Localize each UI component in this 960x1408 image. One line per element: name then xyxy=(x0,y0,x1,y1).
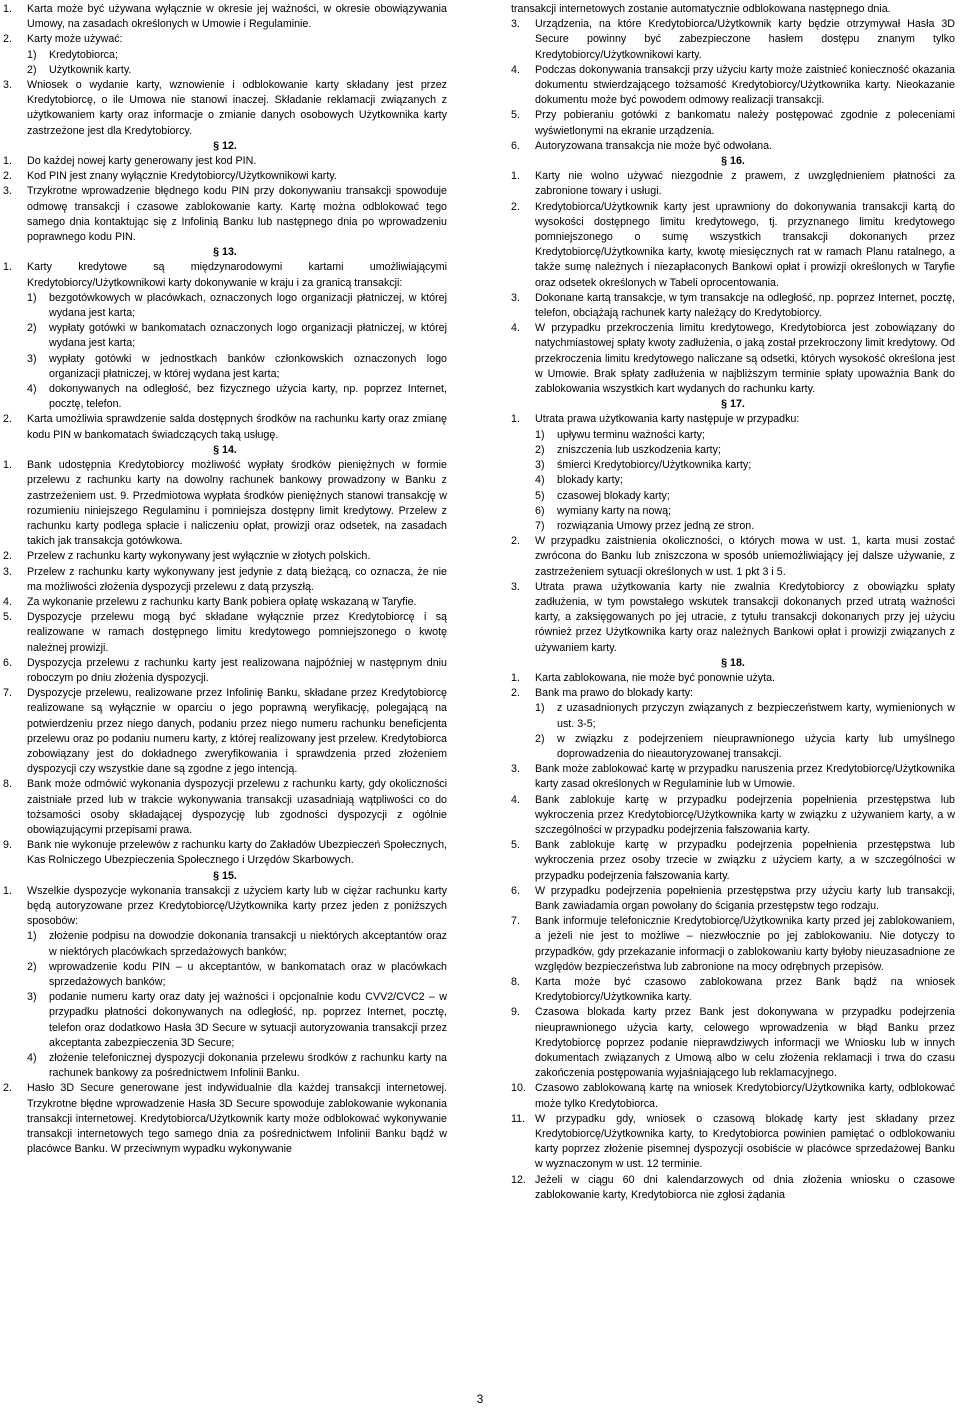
item-number: 11. xyxy=(511,1112,526,1125)
numbered-paragraph xyxy=(511,671,955,686)
item-text: Dyspozycje przelewu mogą być składane wyłącznie przez Kredytobiorcę i są realizowane w ramach dostępnego limitu kredytowego pomniejszonego o kwotę należnej prowizji. xyxy=(27,611,447,654)
item-text: Utrata prawa użytkowania karty nie zwalnia Kredytobiorcy z obowiązku spłaty zadłużenia, w tym powstałego wskutek transakcji dokonanych przed utratą ważności karty, a zaksięgowanych po jej utracie, z tytułu transakcji dokonanych przy jej użyciu również przez Użytkownika karty oraz należnych Bankowi opłat i prowizji związanych z używaniem karty. xyxy=(535,580,955,654)
numbered-paragraph xyxy=(3,260,447,290)
item-text: Bank może odmówić wykonania dyspozycji przelewu z rachunku karty, gdy okoliczności zaistniałe przed lub w trakcie wykonywania transakcji uzasadniają wątpliwości co do tożsamości osoby składającej dyspozycję lub zgodności dyspozycji z ogólnie obowiązującymi przepisami prawa. xyxy=(27,778,447,836)
list-subitem xyxy=(511,701,955,731)
numbered-paragraph xyxy=(3,777,447,838)
item-text: z uzasadnionych przyczyn związanych z bezpieczeństwem karty, wymienionych w ust. 3-5; xyxy=(557,702,955,730)
numbered-paragraph xyxy=(3,565,447,595)
item-text: podanie numeru karty oraz daty jej ważności i opcjonalnie kodu CVV2/CVC2 – w przypadku płatności dokonywanych na odległość, np. poprzez Internet, pocztę, telefon oraz dodatkowo Hasła 3D Secure w sytuacji autoryzowania transakcji przez akceptanta zabezpieczenia 3D Secure; xyxy=(49,991,447,1049)
item-text: czasowej blokady karty; xyxy=(557,489,670,502)
item-text: Dokonane kartą transakcje, w tym transakcje na odległość, np. poprzez Internet, pocztę, telefon, obciążają rachunek karty należący do Kredytobiorcy. xyxy=(535,291,955,320)
item-text: Karta umożliwia sprawdzenie salda dostępnych środków na rachunku karty oraz zmianę kodu PIN w bankomatach świadczących taką usługę. xyxy=(27,413,447,441)
item-number: 6. xyxy=(3,656,12,669)
item-text: W przypadku gdy, wniosek o czasową blokadę karty jest składany przez Kredytobiorcę/Użytkownika karty, to Kredytobiorca powinien pamiętać o odblokowaniu karty poprzez złożenie pisemnej dyspozycji osobiście w placówce sprzedażowej Banku w wyznaczonym w ust. 12 terminie. xyxy=(535,1112,955,1171)
item-number: 12. xyxy=(511,1173,526,1186)
numbered-paragraph xyxy=(511,762,955,792)
item-text: Bank ma prawo do blokady karty: xyxy=(535,687,694,700)
item-number: 4. xyxy=(511,322,520,335)
item-number: 7. xyxy=(3,687,12,700)
list-subitem xyxy=(3,352,447,382)
item-number: 8. xyxy=(511,976,520,988)
numbered-paragraph xyxy=(3,458,447,549)
numbered-paragraph xyxy=(511,17,955,63)
item-text: Karta zablokowana, nie może być ponownie użyta. xyxy=(535,671,776,684)
item-number: 6) xyxy=(535,504,545,517)
item-text: dokonywanych na odległość, bez fizycznego użycia karty, np. poprzez Internet, pocztę, telefon. xyxy=(49,383,447,411)
item-number: 3. xyxy=(511,291,520,304)
item-text: złożenie podpisu na dowodzie dokonania transakcji u niektórych akceptantów oraz w niektórych placówkach sprzedażowych banków; xyxy=(49,930,447,958)
numbered-paragraph xyxy=(511,139,955,154)
numbered-paragraph xyxy=(3,1081,447,1157)
list-subitem xyxy=(3,291,447,321)
item-number: 6. xyxy=(511,884,520,897)
numbered-paragraph xyxy=(511,200,955,291)
item-text: Bank udostępnia Kredytobiorcy możliwość wypłaty środków pieniężnych w formie przelewu z rachunku karty na dowolny rachunek bankowy prowadzony w Banku z zastrzeżeniem ust. 9. Przedmiotowa wypłata środków pieniężnych stanowi transakcję w rozumieniu niniejszego Regulaminu i pomniejsza dostępny limit kredytowy. Przelew z rachunku karty podlega spłacie i naliczeniu opłat, prowizji oraz odsetek, na zasadach takich jak transakcja gotówkowa. xyxy=(27,459,447,548)
item-number: 4. xyxy=(511,793,520,806)
item-number: 3. xyxy=(511,763,520,776)
item-text: bezgotówkowych w placówkach, oznaczonych logo organizacji płatniczej, w której wydana jest karta; xyxy=(49,291,447,320)
item-text: Przelew z rachunku karty wykonywany jest wyłącznie w złotych polskich. xyxy=(27,550,371,563)
item-number: 3. xyxy=(3,185,12,198)
list-subitem xyxy=(511,489,955,504)
numbered-paragraph xyxy=(511,1173,955,1203)
item-number: 1) xyxy=(27,48,37,61)
item-number: 1. xyxy=(3,261,12,274)
numbered-paragraph xyxy=(511,838,955,884)
numbered-paragraph xyxy=(3,78,447,139)
item-text: zniszczenia lub uszkodzenia karty; xyxy=(557,443,721,456)
list-subitem xyxy=(3,929,447,959)
right-column xyxy=(511,2,955,1203)
list-subitem xyxy=(3,321,447,351)
item-text: Podczas dokonywania transakcji przy użyciu karty może zaistnieć konieczność okazania dokumentu stwierdzającego tożsamość Kredytobiorcy/Użytkownika karty. Nieokazanie dokumentu może być powodem odmowy realizacji transakcji. xyxy=(535,63,955,107)
item-number: 2) xyxy=(27,322,37,335)
item-text: W przypadku podejrzenia popełnienia przestępstwa przy użyciu karty lub transakcji, Bank zawiadamia organ powołany do ścigania przestępstw tego rodzaju. xyxy=(535,884,955,912)
item-number: 2) xyxy=(27,63,37,76)
numbered-paragraph xyxy=(3,686,447,777)
numbered-paragraph xyxy=(511,1112,955,1173)
section-heading: § 16. xyxy=(721,155,745,168)
item-number: 4) xyxy=(27,1052,37,1065)
numbered-paragraph xyxy=(3,2,447,32)
left-column xyxy=(3,2,447,1157)
item-number: 2. xyxy=(511,687,520,700)
numbered-paragraph xyxy=(3,549,447,564)
list-subitem xyxy=(511,458,955,473)
page-number: 3 xyxy=(476,1392,484,1406)
list-subitem xyxy=(511,519,955,534)
numbered-paragraph xyxy=(3,884,447,930)
item-number: 2. xyxy=(511,535,520,548)
list-subitem xyxy=(3,960,447,990)
item-number: 5. xyxy=(511,839,520,852)
item-text: wprowadzenie kodu PIN – u akceptantów, w bankomatach oraz w placówkach sprzedażowych banków; xyxy=(49,960,447,988)
item-text: złożenie telefonicznej dyspozycji dokonania przelewu środków z rachunku karty na rachunek bankowy za pośrednictwem Infolinii Banku. xyxy=(49,1052,447,1080)
numbered-paragraph xyxy=(3,610,447,656)
item-text: Karta może być używana wyłącznie w okresie jej ważności, w okresie obowiązywania Umowy, na zasadach określonych w Umowie i Regulaminie. xyxy=(27,3,447,31)
item-number: 2) xyxy=(535,732,545,745)
numbered-paragraph xyxy=(511,291,955,321)
list-subitem xyxy=(511,443,955,458)
item-text: Dyspozycja przelewu z rachunku karty jest realizowana najpóźniej w następnym dniu roboczym po dniu złożenia dyspozycji. xyxy=(27,656,447,684)
section-heading: § 15. xyxy=(213,869,237,882)
section-heading: § 17. xyxy=(721,398,745,411)
item-text: Dyspozycje przelewu, realizowane przez Infolinię Banku, składane przez Kredytobiorcę realizowane są wyłącznie w oparciu o jego poprawną weryfikację, polegającą na potwierdzeniu przez niego danych, podaniu przez niego numeru rachunku beneficjenta przelewu oraz po podaniu numeru karty, z której realizowany jest przelew. Kredytobiorca zobowiązany jest do dokładnego zweryfikowania i sprawdzenia przed złożeniem dyspozycji czy wszystkie dane są zgodne z jego intencją. xyxy=(27,687,447,776)
item-text: wymiany karty na nową; xyxy=(557,504,672,517)
numbered-paragraph xyxy=(511,534,955,580)
item-text: wypłaty gotówki w jednostkach banków członkowskich oznaczonych logo organizacji płatniczej, w której wydana jest karta; xyxy=(49,352,447,380)
item-text: Do każdej nowej karty generowany jest kod PIN. xyxy=(27,155,257,168)
item-number: 4. xyxy=(511,63,520,76)
item-number: 1) xyxy=(535,428,545,441)
item-number: 4) xyxy=(535,474,545,487)
item-text: Karty może używać: xyxy=(27,33,123,46)
item-number: 7. xyxy=(511,915,520,928)
item-number: 4. xyxy=(3,595,12,608)
item-text: Karty nie wolno używać niezgodnie z prawem, z uwzględnieniem płatności za zabronione towary i usługi. xyxy=(535,170,955,198)
item-number: 2) xyxy=(535,443,545,456)
item-text: Karta może być czasowo zablokowana przez Bank bądź na wniosek Kredytobiorcy/Użytkownika karty. xyxy=(535,976,955,1004)
item-number: 2. xyxy=(3,33,12,46)
numbered-paragraph xyxy=(3,184,447,245)
section-heading: § 18. xyxy=(721,656,745,669)
numbered-paragraph xyxy=(3,169,447,184)
section-heading: § 13. xyxy=(213,246,237,259)
numbered-paragraph xyxy=(511,884,955,914)
item-text: Urządzenia, na które Kredytobiorca/Użytkownik karty będzie otrzymywał Hasła 3D Secure powinny być zabezpieczone hasłem dostępu znanym tylko Kredytobiorcy/Użytkownikowi karty. xyxy=(535,18,955,61)
numbered-paragraph xyxy=(511,975,955,1005)
item-text: Autoryzowana transakcja nie może być odwołana. xyxy=(535,139,773,152)
item-text: Kredytobiorca; xyxy=(49,48,118,61)
item-text: Bank może zablokować kartę w przypadku naruszenia przez Kredytobiorcę/Użytkownika karty zasad określonych w Regulaminie lub w Umowie. xyxy=(535,763,955,791)
item-text: Karty kredytowe są międzynarodowymi kartami umożliwiającymi Kredytobiorcy/Użytkownikowi karty dokonywanie w kraju i za granicą transakcji: xyxy=(27,261,447,289)
item-number: 3) xyxy=(27,352,37,365)
item-text: Przy pobieraniu gotówki z bankomatu należy postępować zgodnie z poleceniami wyświetlonymi na ekranie urządzenia. xyxy=(535,109,955,137)
list-subitem xyxy=(3,48,447,63)
item-number: 1) xyxy=(27,291,37,304)
item-text: Za wykonanie przelewu z rachunku karty Bank pobiera opłatę wskazaną w Taryfie. xyxy=(27,595,417,608)
numbered-paragraph xyxy=(511,412,955,427)
numbered-paragraph xyxy=(511,63,955,109)
numbered-paragraph xyxy=(3,412,447,442)
item-number: 1. xyxy=(3,155,12,168)
item-text: Przelew z rachunku karty wykonywany jest jedynie z datą bieżącą, co oznacza, że nie ma możliwości złożenia dyspozycji przelewu z datą przyszłą. xyxy=(27,565,447,593)
item-text: Hasło 3D Secure generowane jest indywidualnie dla każdej transakcji internetowej. Trzykrotne błędne wprowadzenie Hasła 3D Secure spowoduje zablokowanie wykonania transakcji internetowej. Kredytobiorca/Użytkownik karty może odblokować wykonywanie transakcji internetowych tego samego dnia za pośrednictwem Infolinii Banku bądź w placówce Banku. W przeciwnym wypadku wykonywanie xyxy=(27,1082,447,1156)
item-number: 6. xyxy=(511,139,520,152)
list-subitem xyxy=(511,428,955,443)
item-text: Bank informuje telefonicznie Kredytobiorcę/Użytkownika karty przed jej zablokowaniem, a jeżeli nie jest to możliwe – niezwłocznie po jej zablokowaniu. Nie dotyczy to przypadków, gdy przekazanie informacji o zablokowaniu karty byłoby nieuzasadnione ze względów bezpieczeństwa lub zabronione na mocy odrębnych przepisów. xyxy=(535,915,955,973)
item-number: 1. xyxy=(3,3,12,15)
item-text: Utrata prawa użytkowania karty następuje w przypadku: xyxy=(535,413,800,426)
item-number: 1. xyxy=(511,413,520,426)
item-number: 2) xyxy=(27,960,37,973)
item-text: Kredytobiorca/Użytkownik karty jest uprawniony do dokonywania transakcji kartą do wysokości dostępnego limitu kredytowego, tj. przyznanego limitu kredytowego pomniejszonego o sumę wszystkich transakcji dokonanych przez Kredytobiorcę/Użytkownika karty, kwotę miesięcznych rat w ramach Planu ratalnego, a także sumę należnych i niezapłaconych Bankowi opłat i prowizji określonych w Taryfie oraz odsetek określonych w Tabeli oprocentowania. xyxy=(535,200,955,289)
numbered-paragraph xyxy=(3,595,447,610)
numbered-paragraph xyxy=(511,321,955,397)
item-text: Bank zablokuje kartę w przypadku podejrzenia popełnienia przestępstwa lub wykroczenia przez Kredytobiorcę/Użytkownika karty w związku z używaniem karty, a w szczególności w przypadku podejrzenia fałszowania karty. xyxy=(535,793,955,836)
item-number: 1) xyxy=(27,930,37,943)
item-number: 3. xyxy=(511,580,520,593)
item-number: 3. xyxy=(3,565,12,578)
item-text: Wszelkie dyspozycje wykonania transakcji z użyciem karty lub w ciężar rachunku karty będą autoryzowane przez Kredytobiorcę/Użytkownika karty przez jeden z poniższych sposobów: xyxy=(27,884,447,928)
item-number: 1. xyxy=(3,459,12,472)
item-text: upływu terminu ważności karty; xyxy=(557,428,705,441)
item-number: 3. xyxy=(511,18,520,31)
item-text: Jeżeli w ciągu 60 dni kalendarzowych od dnia złożenia wniosku o czasowe zablokowanie karty, Kredytobiorca nie zgłosi żądania xyxy=(535,1173,955,1201)
numbered-paragraph xyxy=(3,656,447,686)
item-text: rozwiązania Umowy przez jedną ze stron. xyxy=(557,519,755,532)
item-text: Bank nie wykonuje przelewów z rachunku karty do Zakładów Ubezpieczeń Społecznych, Kas Rolniczego Ubezpieczenia Społecznego i Urzędów Skarbowych. xyxy=(27,839,447,867)
item-number: 9. xyxy=(3,839,12,852)
item-number: 1) xyxy=(535,702,545,715)
numbered-paragraph xyxy=(3,32,447,47)
item-number: 5. xyxy=(511,109,520,122)
list-subitem xyxy=(3,63,447,78)
numbered-paragraph xyxy=(511,580,955,656)
item-number: 2. xyxy=(511,200,520,213)
item-number: 3) xyxy=(535,459,545,472)
numbered-paragraph xyxy=(511,793,955,839)
numbered-paragraph xyxy=(511,108,955,138)
numbered-paragraph xyxy=(3,838,447,868)
item-text: Trzykrotne wprowadzenie błędnego kodu PIN przy dokonywaniu transakcji spowoduje odmowę transakcji i czasowe zablokowanie karty. Kartę można odblokować tego samego dnia kontaktując się z Infolinią Banku lub następnego dnia po wprowadzeniu poprawnego kodu PIN. xyxy=(27,185,447,244)
item-number: 7) xyxy=(535,519,545,532)
item-text: w związku z podejrzeniem nieuprawnionego użycia karty lub umyślnego doprowadzenia do nieautoryzowanej transakcji. xyxy=(557,732,955,760)
item-text: śmierci Kredytobiorcy/Użytkownika karty; xyxy=(557,459,752,472)
item-number: 2. xyxy=(3,170,12,183)
numbered-paragraph xyxy=(511,169,955,199)
item-text: blokady karty; xyxy=(557,474,623,487)
item-text: Bank zablokuje kartę w przypadku podejrzenia popełnienia przestępstwa lub wykroczenia przez osoby trzecie w związku z użyciem karty, a w szczególności w przypadku podejrzenia fałszowania karty. xyxy=(535,839,955,882)
numbered-paragraph xyxy=(3,154,447,169)
item-text: Czasowa blokada karty przez Bank jest dokonywana w przypadku podejrzenia nieuprawnionego użycia karty, celowego wprowadzenia w błąd Banku przez Kredytobiorcę poprzez podanie nieprawdziwych informacji we Wniosku lub w innych dokumentach związanych z Umową albo w celu złożenia reklamacji i trwa do czasu zakończenia postępowania wyjaśniającego lub reklamacyjnego. xyxy=(535,1006,955,1080)
item-text: W przypadku przekroczenia limitu kredytowego, Kredytobiorca jest zobowiązany do natychmiastowej spłaty kwoty zadłużenia, o jaką został przekroczony limit kredytowy. Od przekroczenia limitu kredytowego naliczane są odsetki, których wysokość określona jest w Umowie. Brak spłaty zadłużenia w najbliższym terminie spłaty upoważnia Bank do zablokowania wszystkich kart wydanych do rachunku karty. xyxy=(535,322,955,396)
item-text: Kod PIN jest znany wyłącznie Kredytobiorcy/Użytkownikowi karty. xyxy=(27,170,337,183)
section-heading: § 12. xyxy=(213,139,237,152)
list-subitem xyxy=(3,990,447,1051)
item-number: 1. xyxy=(511,170,520,183)
numbered-paragraph xyxy=(511,686,955,701)
item-text: Użytkownik karty. xyxy=(49,63,132,76)
item-text: W przypadku zaistnienia okoliczności, o których mowa w ust. 1, karta musi zostać zwrócona do Banku lub zniszczona w sposób uniemożliwiający jej dalsze używanie, z zastrzeżeniem sytuacji określonych w ust. 1 pkt 3 i 5. xyxy=(535,535,955,578)
numbered-paragraph xyxy=(511,914,955,975)
item-number: 4) xyxy=(27,383,37,396)
list-subitem xyxy=(511,732,955,762)
paragraph-continued: transakcji internetowych zostanie automatycznie odblokowana następnego dnia. xyxy=(511,3,891,15)
item-text: wypłaty gotówki w bankomatach oznaczonych logo organizacji płatniczej, w której wydana jest karta; xyxy=(49,322,447,350)
item-number: 1. xyxy=(3,884,12,897)
item-number: 3) xyxy=(27,991,37,1004)
section-heading: § 14. xyxy=(213,443,237,456)
item-number: 3. xyxy=(3,79,12,92)
numbered-paragraph xyxy=(511,1005,955,1081)
item-number: 2. xyxy=(3,1082,12,1095)
item-number: 1. xyxy=(511,671,520,684)
item-number: 5. xyxy=(3,611,12,624)
list-subitem xyxy=(511,473,955,488)
list-subitem xyxy=(3,382,447,412)
item-number: 9. xyxy=(511,1006,520,1019)
item-number: 8. xyxy=(3,778,12,791)
list-subitem xyxy=(3,1051,447,1081)
item-number: 2. xyxy=(3,413,12,426)
list-subitem xyxy=(511,504,955,519)
numbered-paragraph xyxy=(511,1081,955,1111)
item-number: 2. xyxy=(3,550,12,563)
item-text: Czasowo zablokowaną kartę na wniosek Kredytobiorcy/Użytkownika karty, odblokować może tylko Kredytobiorca. xyxy=(535,1082,955,1110)
item-number: 10. xyxy=(511,1082,526,1095)
item-number: 5) xyxy=(535,489,545,502)
item-text: Wniosek o wydanie karty, wznowienie i odblokowanie karty składany jest przez Kredytobiorcę, o ile Umowa nie stanowi inaczej. Składanie reklamacji związanych z użytkowaniem karty oraz informacje o zmianie danych osobowych Użytkownika karty zastrzeżone jest dla Kredytobiorcy. xyxy=(27,79,447,137)
